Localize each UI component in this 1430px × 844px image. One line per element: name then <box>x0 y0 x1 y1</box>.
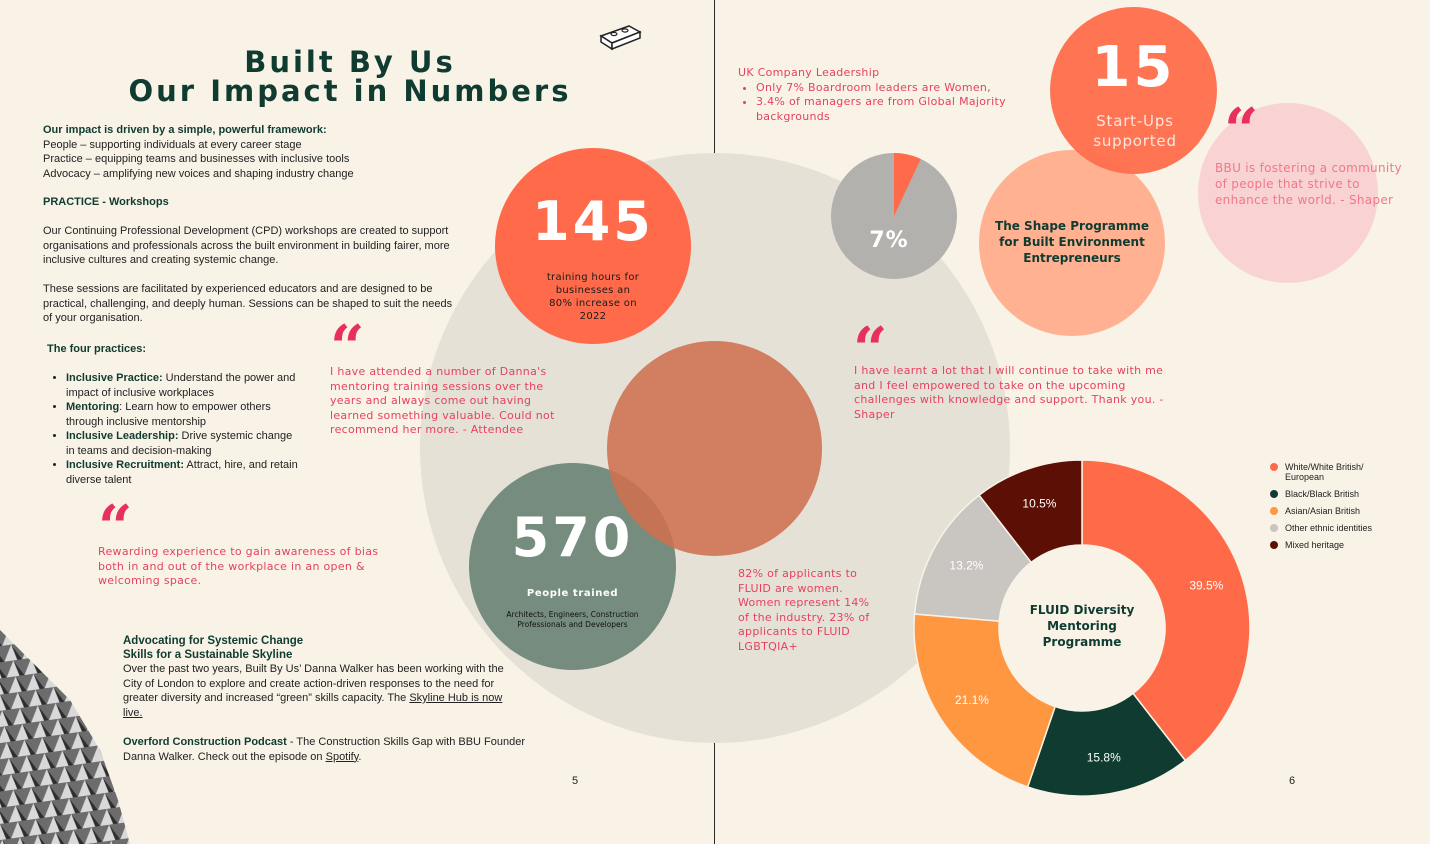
legend-item: Black/Black British <box>1270 489 1400 499</box>
practice-item: • Inclusive Practice: Understand the power and impact of inclusive workplaces <box>66 371 302 400</box>
sessions-paragraph: These sessions are facilitated by experienced educators and are designed to be practical, challenging, and deeply human. Sessions can be shaped to suit the needs of your organisation. <box>43 283 453 324</box>
people-trained-number: 570 <box>511 506 634 569</box>
podcast-paragraph: Overford Construction Podcast - The Construction Skills Gap with BBU Founder Danna Walker. Check out the episode on Spotify. <box>123 736 526 763</box>
pie-label: 7% <box>869 228 909 253</box>
donut-center-title: FLUID Diversity Mentoring Programme <box>1029 603 1135 649</box>
workshops-heading: PRACTICE - Workshops <box>43 196 169 208</box>
legend-swatch <box>1270 524 1278 532</box>
leadership-heading: UK Company Leadership <box>738 66 880 79</box>
training-hours-caption: training hours for businesses an 80% increase on 2022 <box>546 272 640 322</box>
framework-block <box>43 123 463 181</box>
leadership-pie-chart <box>831 153 957 279</box>
shaper-quote: BBU is fostering a community of people that strive to enhance the world. - Shaper <box>1215 161 1402 207</box>
leadership-block <box>738 66 1038 124</box>
empowered-quote: I have learnt a lot that I will continue to take with me and I feel empowered to take on the upcoming challenges with knowledge and support. Thank you. - Shaper <box>854 364 1164 421</box>
framework-line: Advocacy – amplifying new voices and shaping industry change <box>43 167 354 180</box>
donut-slice-label: 39.5% <box>1189 578 1224 593</box>
quote-mark-icon: “ <box>330 313 365 383</box>
legend-item: Mixed heritage <box>1270 540 1400 550</box>
page-number: 6 <box>1289 775 1296 787</box>
advocacy-paragraph: Over the past two years, Built By Us’ Danna Walker has been working with the City of London to explore and create action-driven responses to the need for greater diversity and increased “green” skills capacity. The Skyline Hub is now live. <box>123 663 504 719</box>
legend-swatch <box>1270 507 1278 515</box>
skyline-hub-link[interactable]: Skyline Hub is now live. <box>123 692 503 719</box>
practice-item: • Inclusive Leadership: Drive systemic change in teams and decision-making <box>66 429 302 458</box>
startups-caption: Start-Ups supported <box>1093 112 1177 150</box>
chart-legend <box>1270 462 1400 557</box>
spotify-link[interactable]: Spotify <box>325 750 359 763</box>
people-trained-subcaption: Architects, Engineers, Construction Professionals and Developers <box>506 610 639 629</box>
quote-mark-icon: “ <box>853 315 888 385</box>
donut-slice-label: 21.1% <box>954 692 989 707</box>
donut-slice-label: 13.2% <box>949 558 984 573</box>
bias-quote: Rewarding experience to gain awareness of bias both in and out of the workplace in an open & welcoming space. <box>98 545 379 587</box>
framework-heading: Our impact is driven by a simple, powerful framework: <box>43 124 327 136</box>
people-trained-caption: People trained <box>526 588 619 599</box>
fluid-stats: 82% of applicants to FLUID are women. Women represent 14% of the industry. 23% of applicants to FLUID LGBTQIA+ <box>738 567 870 653</box>
practice-item: • Inclusive Recruitment: Attract, hire, and retain diverse talent <box>66 458 302 487</box>
practices-list <box>44 371 302 487</box>
mentoring-quote: I have attended a number of Danna's mentoring training sessions over the years and always come out having learned something valuable. Could not recommend her more. - Attendee <box>330 365 555 436</box>
legend-item: Asian/Asian British <box>1270 506 1400 516</box>
four-practices-heading: The four practices: <box>47 343 147 355</box>
legend-swatch <box>1270 463 1278 471</box>
donut-slice-label: 15.8% <box>1086 750 1121 765</box>
leadership-point: • 3.4% of managers are from Global Majority backgrounds <box>756 95 1038 124</box>
practice-item: • Mentoring: Learn how to empower others through inclusive mentorship <box>66 400 302 429</box>
quote-mark-icon: “ <box>98 493 133 563</box>
cpd-paragraph: Our Continuing Professional Development (CPD) workshops are created to support organisations and professionals across the built environment in building fairer, more inclusive cultures and creating systemic change. <box>43 225 450 266</box>
page-number: 5 <box>572 775 579 787</box>
framework-line: People – supporting individuals at every career stage <box>43 138 302 151</box>
legend-swatch <box>1270 541 1278 549</box>
advocacy-heading: Advocating for Systemic Change Skills for a Sustainable Skyline <box>123 635 304 661</box>
shape-programme-text: The Shape Programme for Built Environment Entrepreneurs <box>995 219 1149 265</box>
quote-mark-icon: “ <box>1224 96 1259 166</box>
page-title: Built By Us Our Impact in Numbers <box>128 45 572 108</box>
leadership-point: • Only 7% Boardroom leaders are Women, <box>756 81 1038 96</box>
building-facade-image <box>0 630 130 844</box>
startups-number: 15 <box>1091 35 1176 100</box>
donut-slice-label: 10.5% <box>1022 496 1057 511</box>
legend-item: White/White British/ European <box>1270 462 1400 482</box>
legend-swatch <box>1270 490 1278 498</box>
training-hours-number: 145 <box>532 190 654 253</box>
framework-line: Practice – equipping teams and businesses with inclusive tools <box>43 153 350 165</box>
legend-item: Other ethnic identities <box>1270 523 1400 533</box>
